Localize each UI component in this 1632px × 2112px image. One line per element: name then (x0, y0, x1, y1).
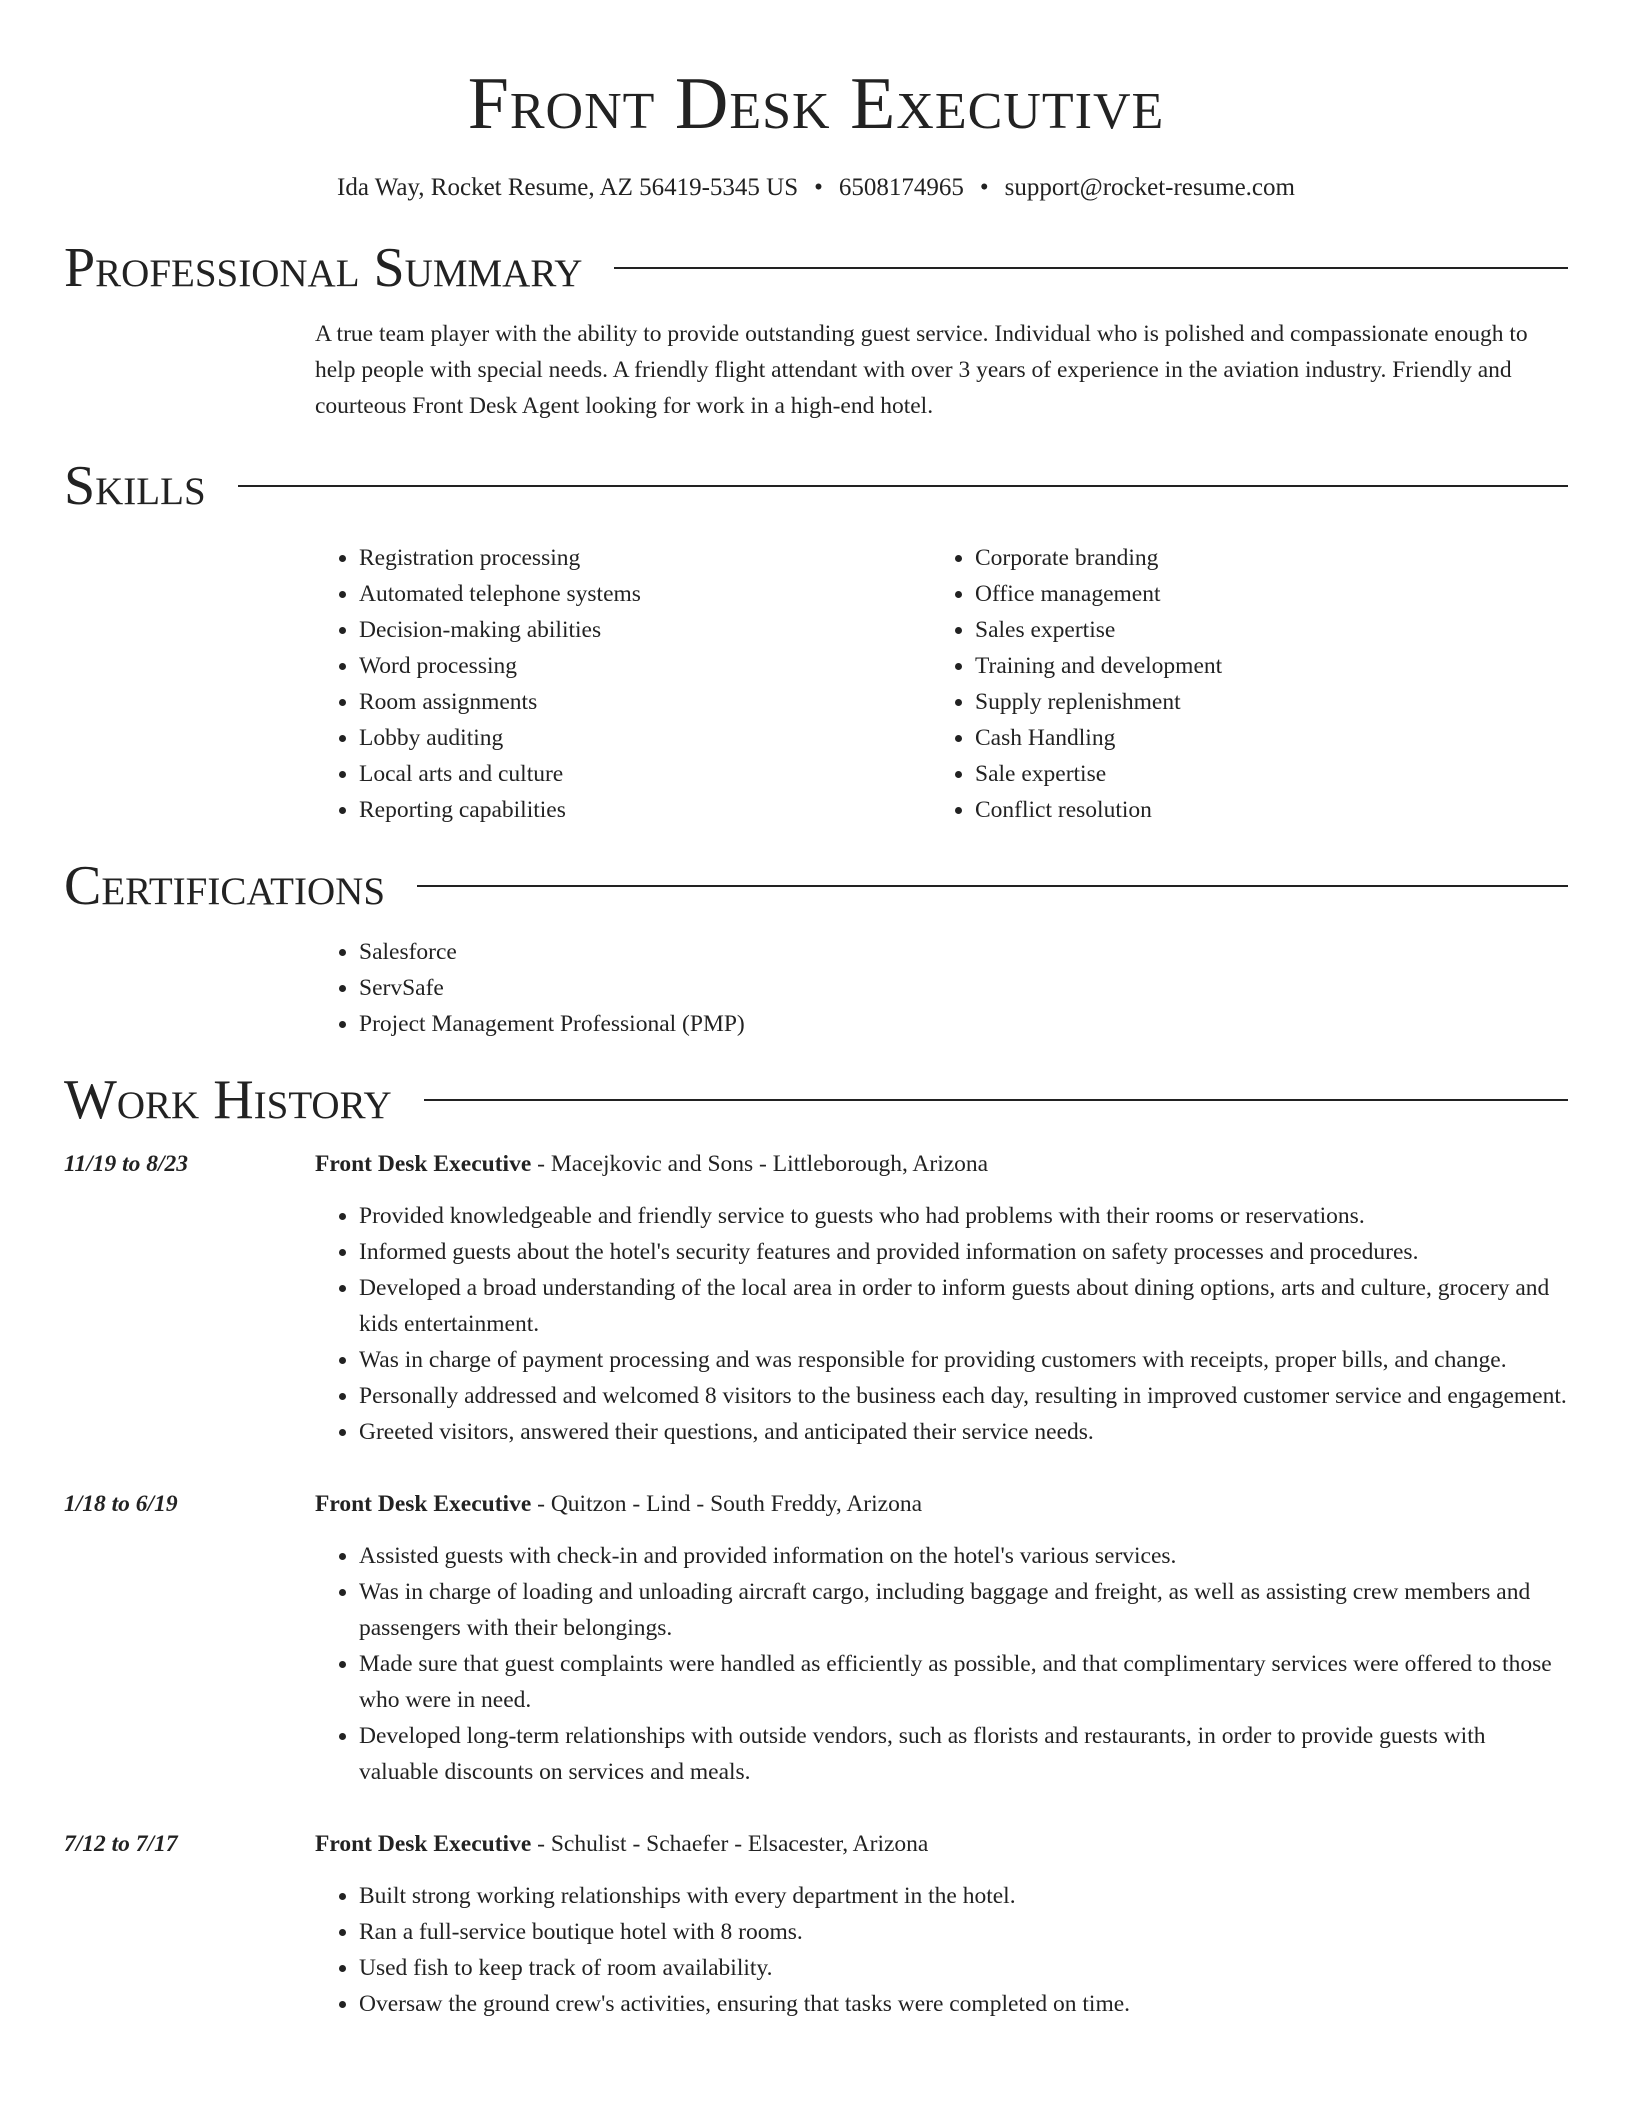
job-bullets (315, 1538, 1568, 1790)
job-title: Front Desk Executive (315, 1151, 532, 1177)
summary-body (315, 316, 1568, 424)
skill-item: • Corporate branding (975, 540, 1547, 576)
certifications-header (64, 854, 1568, 918)
job-company: - Macejkovic and Sons - Littleborough, Arizona (531, 1151, 989, 1177)
skills-header (64, 454, 1568, 518)
skill-item: • Registration processing (359, 540, 931, 576)
work-history-section (64, 1068, 1568, 2022)
resume-name: Front Desk Executive (467, 63, 1165, 145)
job-company: - Schulist - Schaefer - Elsacester, Arizona (531, 1831, 929, 1857)
contact-separator: • (979, 174, 989, 201)
certifications-title: Certifications (64, 855, 386, 917)
job-dates: 1/18 to 6/19 (64, 1491, 178, 1517)
job-company: - Quitzon - Lind - South Freddy, Arizona (531, 1491, 922, 1517)
contact-address: Ida Way, Rocket Resume, AZ 56419-5345 US (337, 174, 799, 201)
job-details (315, 1826, 1568, 2022)
skills-title: Skills (64, 455, 206, 517)
skills-section (64, 454, 1568, 828)
job-bullet: • Greeted visitors, answered their questions, and anticipated their service needs. (359, 1414, 1568, 1450)
section-divider (424, 1099, 1568, 1101)
skill-item: • Reporting capabilities (359, 792, 931, 828)
job-heading (315, 1826, 1568, 1862)
skill-item: • Sales expertise (975, 612, 1547, 648)
summary-section (64, 236, 1568, 424)
skill-item: • Room assignments (359, 684, 931, 720)
contact-separator: • (814, 174, 823, 201)
skill-item: • Automated telephone systems (359, 576, 931, 612)
skill-item: • Word processing (359, 648, 931, 684)
certifications-section (64, 854, 1568, 1042)
skill-item: • Cash Handling (975, 720, 1547, 756)
summary-title: Professional Summary (64, 237, 583, 299)
work-history-header (64, 1068, 1568, 1132)
job-bullet: • Made sure that guest complaints were handled as efficiently as possible, and that complimentary services were offered to those who were in need. (359, 1646, 1568, 1718)
job-details (315, 1486, 1568, 1790)
job-bullet: • Assisted guests with check-in and provided information on the hotel's various services. (359, 1538, 1568, 1574)
certifications-list (315, 934, 1568, 1042)
summary-header (64, 236, 1568, 300)
job-heading (315, 1146, 1568, 1182)
skill-item: • Conflict resolution (975, 792, 1547, 828)
job-bullets (315, 1198, 1568, 1450)
job-bullet: • Informed guests about the hotel's security features and provided information on safety processes and procedures. (359, 1234, 1568, 1270)
job-bullet: • Developed long-term relationships with outside vendors, such as florists and restaurants, in order to provide guests with valuable discounts on services and meals. (359, 1718, 1568, 1790)
certification-item: • ServSafe (359, 970, 1568, 1006)
skills-column-right (931, 540, 1547, 828)
job-details (315, 1146, 1568, 1450)
section-divider (614, 267, 1568, 269)
job-dates: 11/19 to 8/23 (64, 1151, 189, 1177)
job-title: Front Desk Executive (315, 1491, 532, 1517)
job-bullet: • Oversaw the ground crew's activities, ensuring that tasks were completed on time. (359, 1986, 1568, 2022)
job-bullet: • Provided knowledgeable and friendly service to guests who had problems with their rooms or reservations. (359, 1198, 1568, 1234)
skill-item: • Office management (975, 576, 1547, 612)
job-bullet: • Built strong working relationships with every department in the hotel. (359, 1878, 1568, 1914)
job-heading (315, 1486, 1568, 1522)
contact-email: support@rocket-resume.com (1004, 174, 1295, 201)
skills-column-left (315, 540, 931, 828)
skill-item: • Training and development (975, 648, 1547, 684)
section-divider (417, 885, 1568, 887)
skills-body (315, 540, 1568, 828)
job-bullet: • Was in charge of loading and unloading aircraft cargo, including baggage and freight, as well as assisting crew members and passengers with their belongings. (359, 1574, 1568, 1646)
job-title: Front Desk Executive (315, 1831, 532, 1857)
contact-phone: 6508174965 (838, 174, 964, 201)
job-entry (64, 1146, 1568, 1450)
job-bullet: • Was in charge of payment processing and was responsible for providing customers with receipts, proper bills, and change. (359, 1342, 1568, 1378)
contact-line (64, 172, 1568, 204)
job-bullet: • Ran a full-service boutique hotel with 8 rooms. (359, 1914, 1568, 1950)
job-bullets (315, 1878, 1568, 2022)
job-dates: 7/12 to 7/17 (64, 1831, 178, 1857)
work-history-title: Work History (64, 1069, 392, 1131)
job-bullet: • Used fish to keep track of room availability. (359, 1950, 1568, 1986)
section-divider (238, 485, 1568, 487)
job-entry (64, 1486, 1568, 1790)
skill-item: • Lobby auditing (359, 720, 931, 756)
job-bullet: • Personally addressed and welcomed 8 visitors to the business each day, resulting in improved customer service and engagement. (359, 1378, 1568, 1414)
job-entry (64, 1826, 1568, 2022)
certifications-body (315, 934, 1568, 1042)
skill-item: • Supply replenishment (975, 684, 1547, 720)
job-bullet: • Developed a broad understanding of the local area in order to inform guests about dining options, arts and culture, grocery and kids entertainment. (359, 1270, 1568, 1342)
skill-item: • Decision-making abilities (359, 612, 931, 648)
skill-item: • Local arts and culture (359, 756, 931, 792)
skills-grid (315, 540, 1568, 828)
skills-list-right (931, 540, 1547, 828)
skills-list-left (315, 540, 931, 828)
certification-item: • Project Management Professional (PMP) (359, 1006, 1568, 1042)
skill-item: • Sale expertise (975, 756, 1547, 792)
summary-text: A true team player with the ability to provide outstanding guest service. Individual who is polished and compassionate enough to help people with special needs. A friendly flight attendant with over 3 years of experience in the aviation industry. Friendly and courteous Front Desk Agent looking for work in a high-end hotel. (315, 321, 1528, 419)
certification-item: • Salesforce (359, 934, 1568, 970)
